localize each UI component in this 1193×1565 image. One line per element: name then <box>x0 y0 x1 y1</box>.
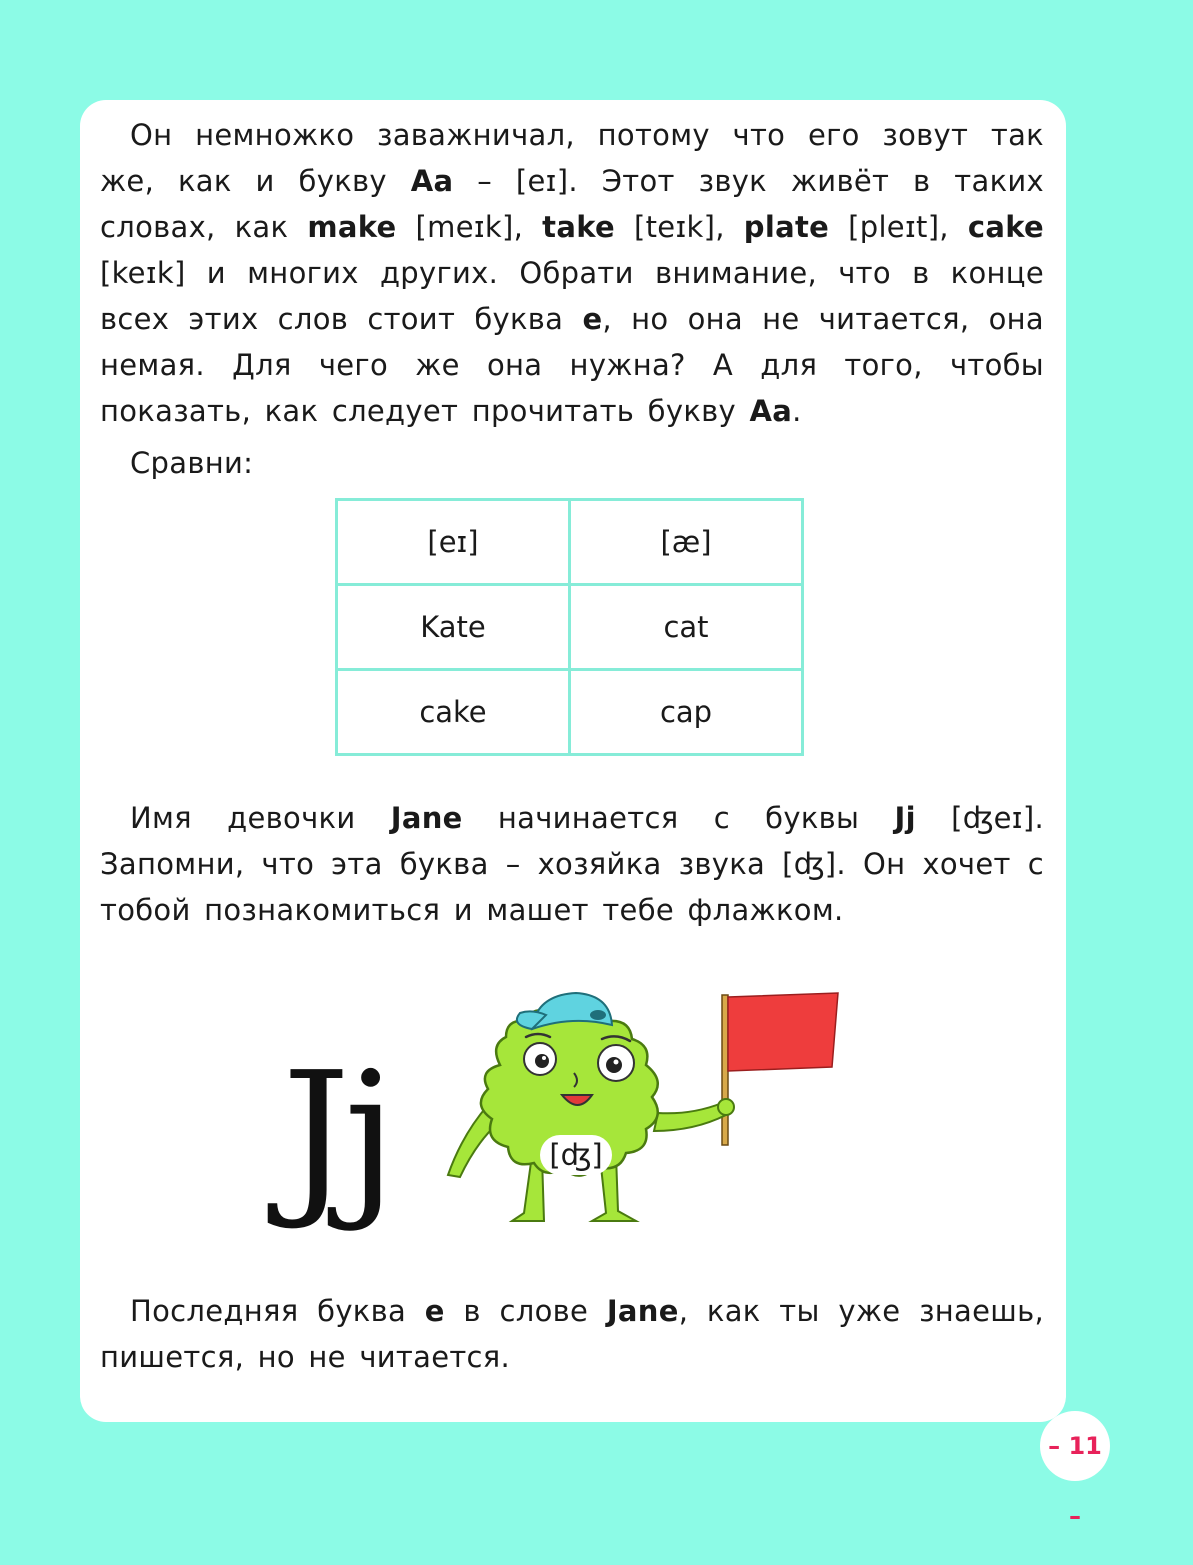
table-cell: Kate <box>337 585 570 670</box>
monster-sound-label: [ʤ] <box>540 1135 612 1175</box>
green-monster-with-flag-illustration <box>440 985 850 1235</box>
compare-label: Сравни: <box>130 446 254 480</box>
page-number: – 11 – <box>1040 1411 1110 1481</box>
paragraph-letter-a: Он немножко заважничал, потому что его зовут так же, как и букву Aa – [eɪ]. Этот звук живёт в таких словах, как make [meɪk], take [teɪk], plate [pleɪt], cake [keɪk] и многих других. Обрати внимание, что в конце всех этих слов стоит буква e, но она не читается, она немая. Для чего же она нужна? А для того, чтобы показать, как следует прочитать букву Aa. <box>100 118 1044 428</box>
table-row <box>337 585 803 670</box>
table-header-cell: [æ] <box>570 500 803 585</box>
table-cell: cap <box>570 670 803 755</box>
paragraph-silent-e: Последняя буква e в слове Jane, как ты уже знаешь, пишется, но не читается. <box>100 1294 1045 1374</box>
table-cell: cake <box>337 670 570 755</box>
big-letter-jj: Jj <box>282 1036 391 1234</box>
table-row <box>337 670 803 755</box>
table-header-cell: [eɪ] <box>337 500 570 585</box>
table-cell: cat <box>570 585 803 670</box>
table-row <box>337 500 803 585</box>
comparison-table <box>335 498 804 756</box>
paragraph-letter-j: Имя девочки Jane начинается с буквы Jj [ʤeɪ]. Запомни, что эта буква – хозяйка звука [ʤ]. Он хочет с тобой познакомиться и машет тебе флажком. <box>100 801 1045 927</box>
